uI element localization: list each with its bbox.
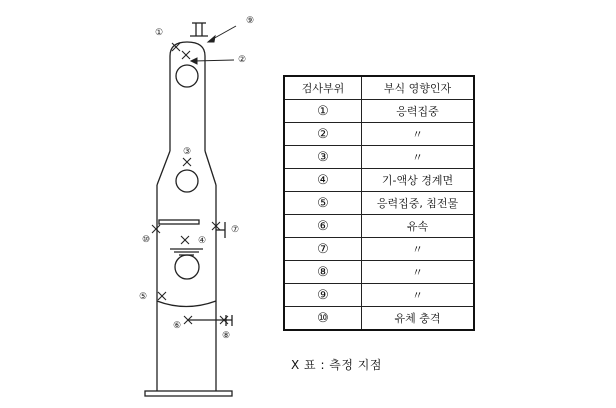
- header-inspection-point: 검사부위: [284, 76, 362, 100]
- table-row: [284, 169, 474, 192]
- row-factor: 〃: [362, 261, 475, 284]
- table-row: [284, 192, 474, 215]
- callout-7: ⑦: [231, 225, 240, 235]
- callout-5: ⑤: [139, 292, 148, 302]
- row-factor: 응력집중, 침전물: [362, 192, 475, 215]
- row-point: ⑨: [284, 284, 362, 307]
- header-corrosion-factor: 부식 영향인자: [362, 76, 475, 100]
- table-row: [284, 215, 474, 238]
- inspection-table: [283, 75, 475, 331]
- measurement-point-note: X 표 : 측정 지점: [291, 358, 382, 372]
- row-point: ⑦: [284, 238, 362, 261]
- table-row: [284, 284, 474, 307]
- callout-10: ⑩: [142, 235, 151, 245]
- row-factor: 〃: [362, 238, 475, 261]
- callout-9: ⑨: [246, 16, 255, 26]
- row-factor: 〃: [362, 146, 475, 169]
- row-point: ⑥: [284, 215, 362, 238]
- row-point: ⑤: [284, 192, 362, 215]
- table-row: [284, 238, 474, 261]
- callout-3: ③: [183, 147, 192, 157]
- row-factor: 〃: [362, 284, 475, 307]
- row-point: ①: [284, 100, 362, 123]
- row-factor: 유속: [362, 215, 475, 238]
- callout-1: ①: [155, 28, 164, 38]
- callout-2: ②: [238, 55, 247, 65]
- row-point: ⑧: [284, 261, 362, 284]
- vessel-diagram: [0, 0, 290, 408]
- table-row: [284, 261, 474, 284]
- row-factor: 응력집중: [362, 100, 475, 123]
- row-point: ③: [284, 146, 362, 169]
- callout-8: ⑧: [222, 331, 231, 341]
- table-row: [284, 146, 474, 169]
- table-header-row: [284, 76, 474, 100]
- row-point: ⑩: [284, 307, 362, 331]
- row-point: ④: [284, 169, 362, 192]
- row-point: ②: [284, 123, 362, 146]
- table-row: [284, 307, 474, 331]
- table-row: [284, 123, 474, 146]
- callout-6: ⑥: [173, 321, 182, 331]
- callout-4: ④: [198, 236, 207, 246]
- row-factor: 유체 충격: [362, 307, 475, 331]
- table-row: [284, 100, 474, 123]
- row-factor: 기-액상 경계면: [362, 169, 475, 192]
- row-factor: 〃: [362, 123, 475, 146]
